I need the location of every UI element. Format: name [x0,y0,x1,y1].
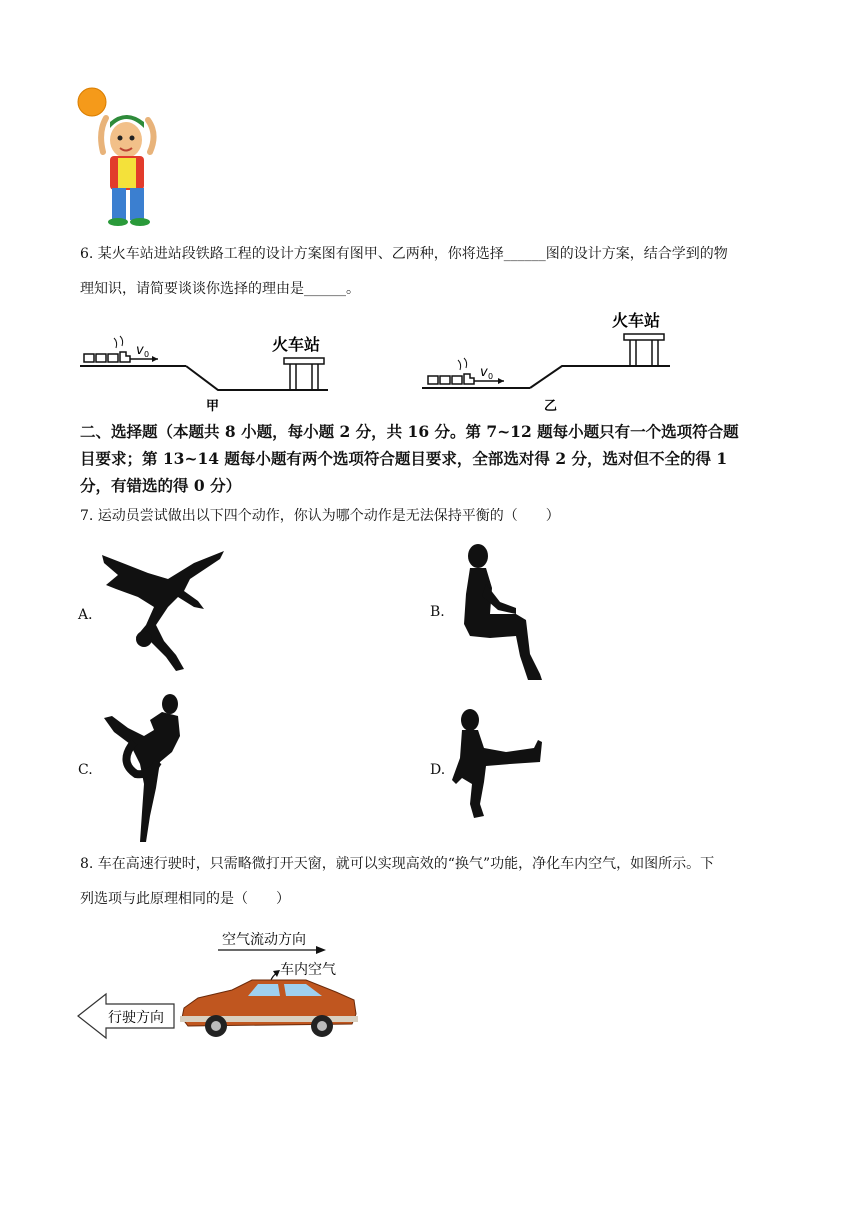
section-2-line3: 分，有错选的得 0 分） [80,476,242,495]
option-d-silhouette [450,708,545,823]
section-2-line1: 二、选择题（本题共 8 小题，每小题 2 分，共 16 分。第 7~12 题每小题只有一个选项符合题 [80,422,739,441]
option-a-label: A． [78,607,103,623]
option-d-label: D. [430,762,446,778]
figure-label-a: 甲 [206,399,220,414]
air-flow-label: 空气流动方向 [222,932,306,948]
option-b-label: B. [430,604,445,620]
option-c-label: C. [78,762,93,778]
cabin-air-label: 车内空气 [280,962,336,978]
option-a-silhouette [98,545,228,675]
q6-line1: 6. 某火车站进站段铁路工程的设计方案图有图甲、乙两种，你将选择______图的设计方案，结合学到的物 [80,246,728,262]
option-c-silhouette [100,692,190,847]
q7-stem: 7. 运动员尝试做出以下四个动作，你认为哪个动作是无法保持平衡的（ ） [80,508,560,524]
q8-line1: 8. 车在高速行驶时，只需略微打开天窗，就可以实现高效的“换气”功能，净化车内空气，如图所示。下 [80,856,715,872]
speed-label: v [480,365,488,380]
boy-with-ball-illustration [70,82,180,232]
speed-subscript: 0 [488,372,494,381]
section-2-line2: 目要求；第 13~14 题每小题有两个选项符合题目要求，全部选对得 2 分，选对但不全的得 1 [80,449,728,468]
railway-design-b-figure [420,306,680,416]
q6-line2: 理知识，请简要谈谈你选择的理由是______。 [80,281,360,297]
option-b-silhouette [460,544,550,684]
car-ventilation-diagram [76,922,366,1042]
driving-direction-label: 行驶方向 [108,1010,164,1026]
figure-label-b: 乙 [544,399,558,414]
station-label: 火车站 [272,335,321,354]
station-label: 火车站 [612,311,661,330]
railway-design-a-figure [78,328,338,418]
speed-subscript: 0 [144,350,150,359]
speed-label: v [136,343,144,358]
q8-line2: 列选项与此原理相同的是（ ） [80,891,290,907]
